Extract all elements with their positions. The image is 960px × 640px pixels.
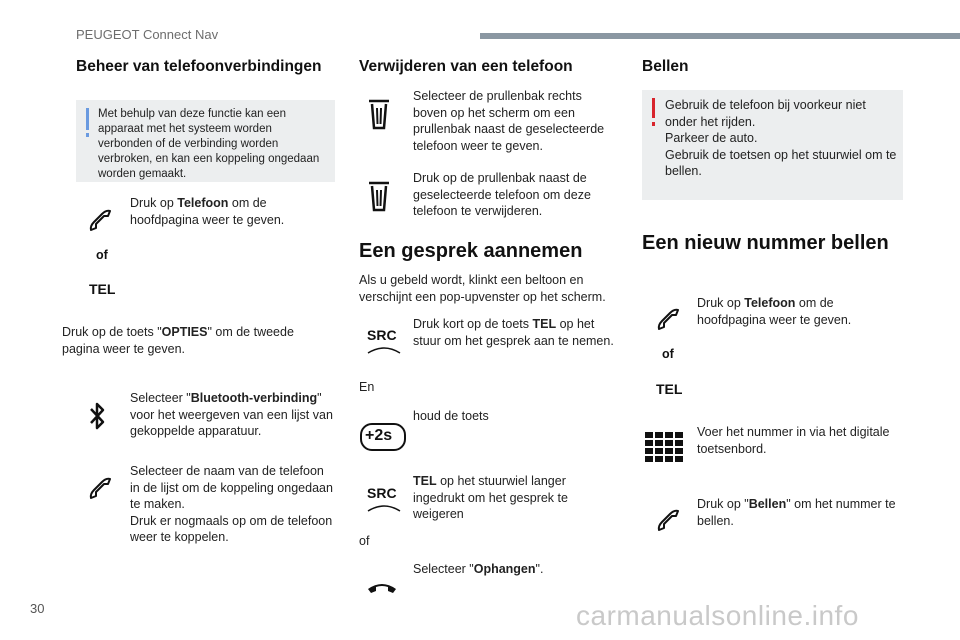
step-trash-1: Selecteer de prullenbak rechts boven op het scherm om een prullenbak naast de geselecteerde telefoon weer te geven. [413, 89, 605, 153]
info-box [76, 100, 335, 182]
phone-icon [656, 307, 682, 333]
step-bluetooth: Selecteer "Bluetooth-verbinding" voor het weergeven van een lijst van gekoppelde apparatuur. [130, 391, 333, 438]
step-tel-kort: Druk kort op de toets TEL op het stuur om het gesprek aan te nemen. [413, 317, 614, 348]
heading-bellen: Bellen [642, 58, 689, 75]
hangup-curve-icon [366, 345, 402, 355]
trash-icon [368, 180, 390, 212]
warning-box [642, 90, 903, 200]
step-telefoon-c3: Druk op Telefoon om de hoofdpagina weer te geven. [697, 296, 852, 327]
tel-key-c1: TEL [89, 281, 116, 297]
hangup-icon [366, 577, 398, 595]
step-houd: houd de toets [413, 409, 489, 423]
heading-aannemen: Een gesprek aannemen [359, 240, 583, 262]
keypad-icon [645, 432, 685, 462]
step-trash-2: Druk op de prullenbak naast de geselecteerde telefoon om deze telefoon te verwijderen. [413, 171, 591, 218]
or-label-c2: of [359, 534, 370, 548]
step-bellen: Druk op "Bellen" om het nummer te bellen. [697, 497, 896, 528]
step-toetsenbord: Voer het nummer in via het digitale toetsenbord. [697, 425, 890, 456]
bluetooth-icon [88, 400, 108, 432]
src-key: SRC [367, 485, 397, 501]
hold-timer-icon: +2s [360, 423, 406, 451]
heading-beheer: Beheer van telefoonverbindingen [76, 58, 322, 75]
phone-icon [88, 208, 114, 234]
warning-icon [652, 98, 655, 118]
info-icon [86, 108, 89, 130]
step-telefoon-c1: Druk op Telefoon om de hoofdpagina weer te geven. [130, 196, 285, 227]
step-opties: Druk op de toets "OPTIES" om de tweede pagina weer te geven. [62, 325, 294, 356]
or-label-c3: of [662, 347, 674, 361]
page-number: 30 [30, 601, 45, 616]
warning-icon-dot [652, 122, 655, 126]
watermark: carmanualsonline.info [576, 600, 859, 631]
warning-text: Gebruik de telefoon bij voorkeur niet onder het rijden. Parkeer de auto. Gebruik de toetsen op het stuurwiel om te bellen. [665, 98, 897, 178]
heading-nieuw-nummer: Een nieuw nummer bellen [642, 232, 889, 254]
intro-aannemen: Als u gebeld wordt, klinkt een beltoon en verschijnt een pop-upvenster op het scherm. [359, 273, 606, 304]
header-bar [480, 33, 960, 39]
step-weigeren: TEL op het stuurwiel langer ingedrukt om het gesprek te weigeren [413, 474, 568, 521]
hangup-curve-icon [366, 503, 402, 513]
or-label-c1: of [96, 248, 108, 262]
step-ophangen: Selecteer "Ophangen". [413, 562, 544, 576]
src-key: SRC [367, 327, 397, 343]
and-label: En [359, 380, 375, 394]
tel-key-c3: TEL [656, 381, 683, 397]
info-icon-dot [86, 133, 89, 137]
trash-icon [368, 98, 390, 130]
heading-verwijderen: Verwijderen van een telefoon [359, 58, 573, 75]
phone-icon [656, 508, 682, 534]
phone-icon [88, 476, 114, 502]
step-koppeling: Selecteer de naam van de telefoon in de lijst om de koppeling ongedaan te maken. Druk er nogmaals op om de telefoon weer te koppelen. [130, 464, 333, 544]
info-text: Met behulp van deze functie kan een apparaat met het systeem worden verbonden of de verbinding worden verbroken, en kan een koppeling ongedaan worden gemaakt. [98, 108, 320, 180]
running-header: PEUGEOT Connect Nav [76, 27, 219, 42]
